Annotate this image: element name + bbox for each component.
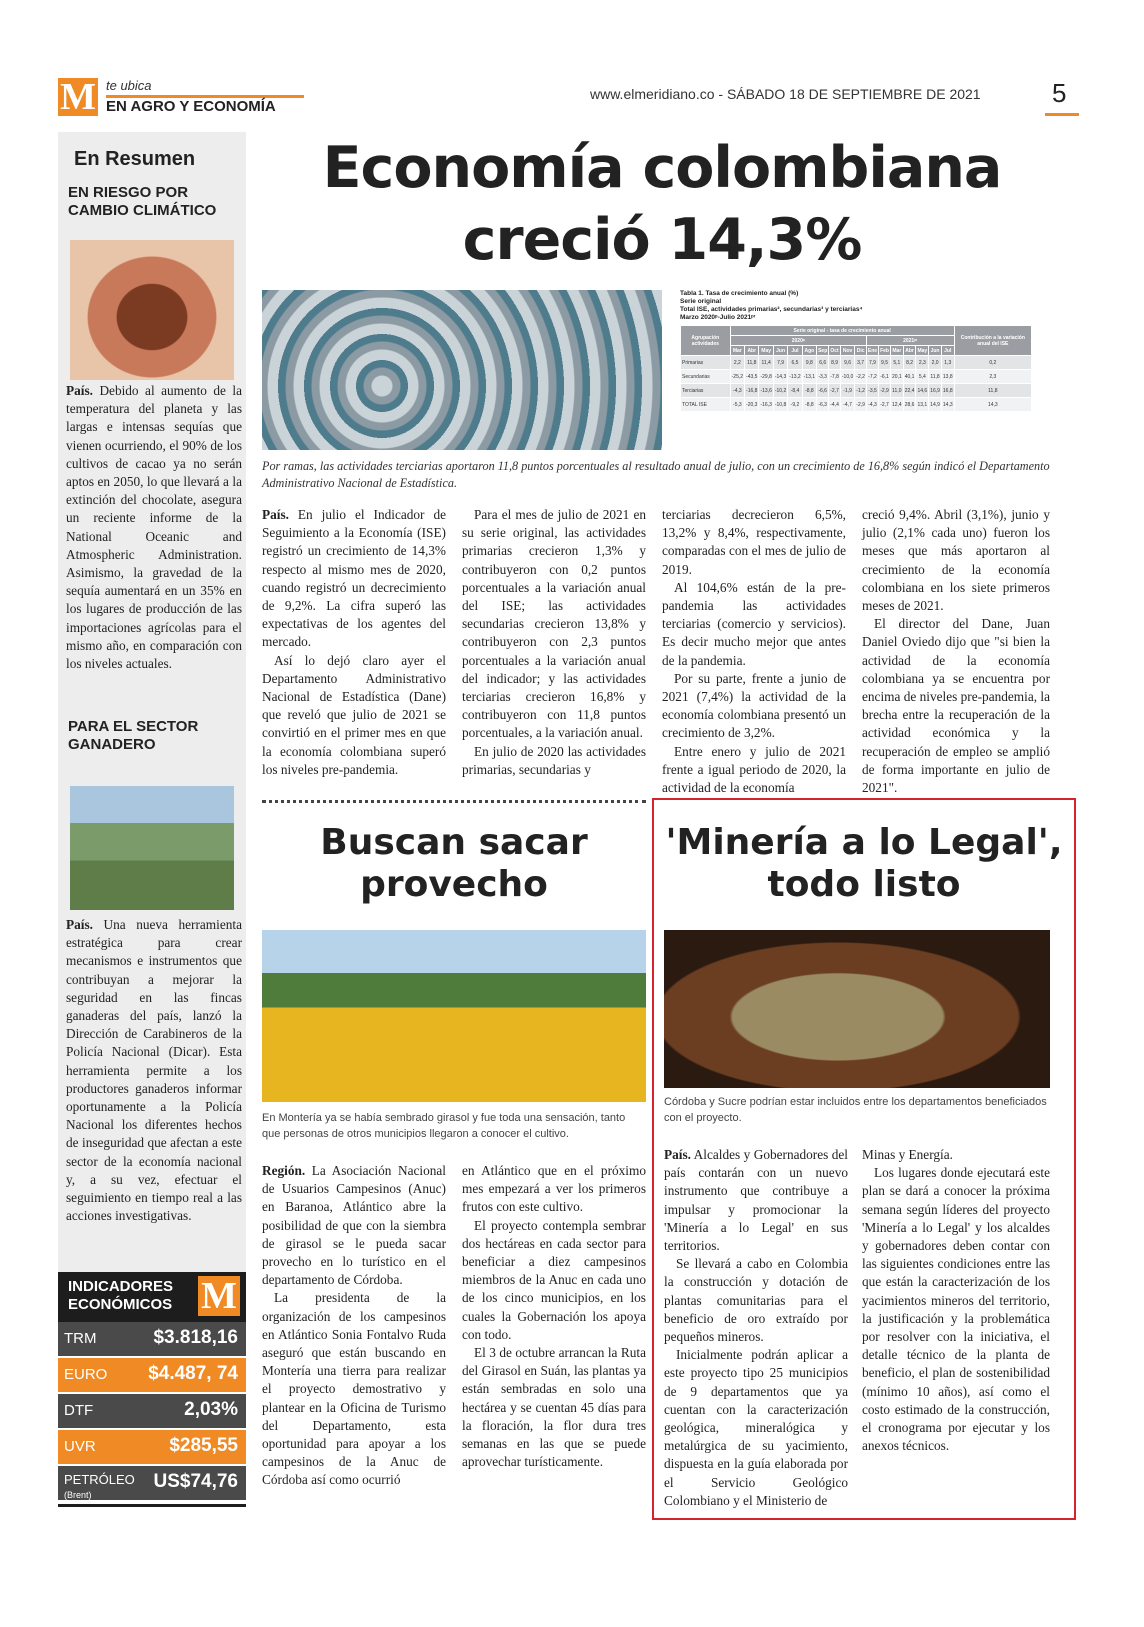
table-body bbox=[681, 356, 1032, 412]
table-cell: -2,7 bbox=[829, 384, 841, 398]
main-photo-caption: Por ramas, las actividades terciarias aportaron 11,8 puntos porcentuales al resultado anual de julio, con un crecimiento de 16,8% según indicó el Departamento Administrativo Nacional de Estadística. bbox=[262, 459, 1050, 490]
table-cell: -9,2 bbox=[788, 398, 802, 412]
table-title-line: Marzo 2020ᵖ-Julio 2021ᵖʳ bbox=[680, 314, 756, 321]
table-cell-contribution: 11,8 bbox=[954, 384, 1031, 398]
sunflower-field-photo bbox=[262, 930, 646, 1102]
article1-col3-para4: Entre enero y julio de 2021 frente a igual periodo de 2020, la actividad de la economía bbox=[662, 743, 846, 796]
indicator-trm bbox=[58, 1322, 246, 1356]
table-month-header: Sep bbox=[818, 347, 828, 354]
table-cell: 3,7 bbox=[855, 356, 867, 370]
table-cell: -8,8 bbox=[802, 384, 816, 398]
indicator-sublabel: (Brent) bbox=[64, 1490, 92, 1500]
table-cell: 8,2 bbox=[903, 356, 916, 370]
table-cell: -13,1 bbox=[802, 370, 816, 384]
table-cell: 6,6 bbox=[817, 356, 829, 370]
sunflower-caption: En Montería ya se había sembrado girasol y fue toda una sensación, tanto que personas de otros municipios llegaron a conocer el cultivo. bbox=[262, 1112, 626, 1140]
table-header-contribution: Contribución a la variación anual del ISE bbox=[954, 326, 1031, 356]
article2-col1-text: La Asociación Nacional de Usuarios Campesinos (Anuc) en Baranoa, Atlántico abre la posibilidad de que con la siembra de girasol se le pueda sacar provecho en lo turístico en el departamento de Córdoba. bbox=[262, 1163, 446, 1288]
table-cell: -16,3 bbox=[759, 398, 773, 412]
table-cell: -5,3 bbox=[730, 398, 744, 412]
table-cell: -8,8 bbox=[802, 398, 816, 412]
article3-col1-text: Alcaldes y Gobernadores del país contarán con un nuevo instrumento que contribuye a impulsar y promocionar la 'Minería a lo Legal' en sus territorios. bbox=[664, 1147, 848, 1254]
growth-data-table bbox=[680, 325, 1032, 412]
table-cell: -14,3 bbox=[773, 370, 787, 384]
table-cell: 20,1 bbox=[890, 370, 903, 384]
article2-col2-para1: en Atlántico que en el próximo mes empezará a ver los primeros frutos con este cultivo. bbox=[462, 1163, 646, 1215]
table-cell-contribution: 0,2 bbox=[954, 356, 1031, 370]
article3-column-1 bbox=[664, 1146, 848, 1510]
table-cell: -3,5 bbox=[866, 384, 878, 398]
table-cell: -7,2 bbox=[866, 370, 878, 384]
article1-col1-para2: Así lo dejó claro ayer el Departamento Administrativo Nacional de Estadística (Dane) que reveló que julio de 2021 se convirtió en el primer mes en que la economía colombiana superó los niveles pre-pandemia. bbox=[262, 652, 446, 777]
article3-lead: País. bbox=[664, 1147, 691, 1162]
table-cell: -1,2 bbox=[855, 384, 867, 398]
table-row bbox=[681, 398, 1032, 412]
table-cell: 13,8 bbox=[941, 370, 954, 384]
table-cell: -16,8 bbox=[745, 384, 759, 398]
table-month-header: Abr bbox=[745, 346, 759, 356]
indicator-value: $3.818,16 bbox=[153, 1327, 238, 1348]
article1-column-4 bbox=[862, 506, 1050, 797]
table-cell: -8,4 bbox=[788, 384, 802, 398]
table-title-line: Total ISE, actividades primarias², secundarias³ y terciarias⁴ bbox=[680, 306, 863, 313]
table-cell: -7,8 bbox=[829, 370, 841, 384]
article3-col1-para3: Inicialmente podrán aplicar a este proyecto tipo 25 municipios de 9 departamentos que ya cuentan con la caracterización geológica, mineralógica y metalúrgica de su yacimiento, dispuesta en la guía elaborada por el Servicio Geológico Colombiano y el Ministerio de bbox=[664, 1347, 848, 1508]
article2-col1-para2: La presidenta de la organización de los campesinos en Atlántico Sonia Fontalvo Ruda aseguró que están buscando en Montería una tierra para realizar el proyecto demostrativo y plantear en la Oficina de Turismo del Departamento, esta oportunidad para apoyar a los campesinos de la Anuc de Córdoba así como ocurrió bbox=[262, 1290, 446, 1488]
table-row-label: Primarias bbox=[681, 356, 731, 370]
table-row bbox=[681, 356, 1032, 370]
table-cell: -29,8 bbox=[759, 370, 773, 384]
table-month-header: Dic bbox=[856, 347, 865, 354]
brand-logo: M bbox=[58, 78, 98, 116]
table-cell: 14,6 bbox=[916, 384, 929, 398]
article1-lead: País. bbox=[262, 507, 289, 522]
table-cell: -20,3 bbox=[745, 398, 759, 412]
headline-mining: 'Minería a lo Legal', todo listo bbox=[665, 822, 1063, 905]
table-month-header: Ene bbox=[867, 347, 878, 354]
table-cell: -4,3 bbox=[730, 384, 744, 398]
table-cell: -2,7 bbox=[879, 398, 891, 412]
cacao-photo bbox=[70, 240, 234, 380]
sidebar-text-climate bbox=[66, 382, 242, 673]
table-cell: -13,2 bbox=[788, 370, 802, 384]
table-cell: -10,8 bbox=[773, 398, 787, 412]
table-month-header: Mar bbox=[730, 346, 744, 356]
table-cell: 2,3 bbox=[916, 356, 929, 370]
article2-column-2 bbox=[462, 1162, 646, 1471]
table-cell: 8,9 bbox=[829, 356, 841, 370]
table-cell-contribution: 14,3 bbox=[954, 398, 1031, 412]
table-month-header: Jun bbox=[773, 346, 787, 356]
table-cell: 12,4 bbox=[890, 398, 903, 412]
table-cell: -2,9 bbox=[879, 384, 891, 398]
indicator-dtf bbox=[58, 1394, 246, 1428]
table-cell: 40,1 bbox=[903, 370, 916, 384]
table-row-label: TOTAL ISE bbox=[681, 398, 731, 412]
table-month-header: Feb bbox=[880, 347, 889, 354]
table-cell: 11,0 bbox=[890, 384, 903, 398]
table-month-header: Oct bbox=[830, 347, 839, 354]
mining-caption: Córdoba y Sucre podrían estar incluidos entre los departamentos beneficiados con el proyecto. bbox=[664, 1096, 1047, 1124]
article1-column-1 bbox=[262, 506, 446, 779]
table-cell: 5,4 bbox=[916, 370, 929, 384]
indicator-value: $285,55 bbox=[169, 1435, 238, 1456]
table-cell: -6,1 bbox=[879, 370, 891, 384]
table-cell-contribution: 2,3 bbox=[954, 370, 1031, 384]
table-cell: -6,6 bbox=[817, 384, 829, 398]
article1-col4-para2: El director del Dane, Juan Daniel Oviedo dijo que "si bien la actividad de la economía colombiana ya se encuentra por encima de niveles pre-pandemia, la brecha entre la recuperación de la actividad económica y la recuperación de empleo se amplió de forma importante en julio de 2021". bbox=[862, 616, 1050, 796]
table-cell: 1,3 bbox=[941, 356, 954, 370]
table-cell: -3,3 bbox=[817, 370, 829, 384]
indicators-bottom-rule bbox=[58, 1504, 246, 1507]
table-month-header: Jun bbox=[930, 347, 940, 354]
table-cell: 6,5 bbox=[788, 356, 802, 370]
header-kicker: te ubica bbox=[106, 78, 152, 93]
article1-col2-para1: Para el mes de julio de 2021 en su serie original, las actividades primarias crecieron 1,3% y contribuyeron con 0,2 puntos porcentuales a la variación anual del ISE; las actividades secundarias crecieron 13,8% y contribuyeron con 2,3 puntos porcentuales a la variación anual del indicador; y las actividades terciarias crecieron 16,8% y contribuyeron con 11,8 puntos porcentuales, a la variación anual. bbox=[462, 507, 646, 741]
article1-col3-para1: terciarias decrecieron 6,5%, 13,2% y 8,4%, respectivamente, comparadas con el mes de julio de 2019. bbox=[662, 507, 846, 577]
table-cell: -25,2 bbox=[730, 370, 744, 384]
table-cell: 2,0 bbox=[929, 356, 942, 370]
article1-col1-text: En julio el Indicador de Seguimiento a la Economía (ISE) registró un crecimiento de 14,3% respecto al mismo mes de 2020, cuando registró un decrecimiento de 9,2%. La cifra superó las expectativas de los agentes del mercado. bbox=[262, 507, 446, 650]
sidebar-heading-climate: EN RIESGO POR CAMBIO CLIMÁTICO bbox=[68, 184, 217, 219]
table-cell: 7,9 bbox=[773, 356, 787, 370]
table-header-year-2020: 2020ᵖ bbox=[730, 336, 866, 346]
article2-col2-para3: El 3 de octubre arrancan la Ruta del Girasol en Suán, las plantas ya están sembradas en solo una hectárea y se cuentan 45 días para la floración, la flor dura tres semanas en las que se puede aprovechar turísticamente. bbox=[462, 1345, 646, 1470]
table-cell: -2,9 bbox=[855, 398, 867, 412]
sidebar-body-livestock: Una nueva herramienta estratégica para crear mecanismos e instrumentos que contribuyan a mejorar la seguridad en las fincas ganaderas del país, lanzó la Dirección de Carabineros de la Policía Nacional (Dicar). Esta herramienta permite a los productores ganaderos informar oportunamente a la Policía Nacional los diferentes hechos de inseguridad que afectan a este sector de la economía nacional y, a su vez, efectuar el seguimiento en tiempo real a las acciones investigativas. bbox=[66, 917, 242, 1224]
page-number-rule bbox=[1045, 113, 1079, 116]
indicator-uvr bbox=[58, 1430, 246, 1464]
sidebar-text-livestock bbox=[66, 916, 242, 1225]
table-cell: 9,6 bbox=[840, 356, 854, 370]
table-cell: -1,9 bbox=[840, 384, 854, 398]
table-month-header: May bbox=[759, 346, 773, 356]
section-name: EN AGRO Y ECONOMÍA bbox=[106, 98, 276, 115]
table-month-header: Nov bbox=[840, 346, 854, 356]
indicator-label: TRM bbox=[64, 1330, 97, 1347]
table-month-header: Ago bbox=[802, 346, 816, 356]
sidebar-heading-livestock: PARA EL SECTOR GANADERO bbox=[68, 718, 199, 753]
table-cell: 13,1 bbox=[916, 398, 929, 412]
table-cell: 2,2 bbox=[730, 356, 744, 370]
article2-col2-para2: El proyecto contempla sembrar dos hectáreas en cada sector para beneficiar a diez campesinos miembros de la Anuc en cada uno de los cinco municipios, en los cuales la Gobernación los apoya con todo. bbox=[462, 1217, 646, 1342]
article1-column-2 bbox=[462, 506, 646, 779]
table-cell: 16,8 bbox=[941, 384, 954, 398]
article2-column-1 bbox=[262, 1162, 446, 1490]
article1-col3-para2: Al 104,6% están de la pre-pandemia las actividades terciarias (comercio y servicios). Es decir mucho mejor que antes de la pandemia. bbox=[662, 579, 846, 668]
table-header-activity: Agrupación actividades bbox=[681, 326, 731, 356]
table-cell: 22,4 bbox=[903, 384, 916, 398]
table-cell: -4,7 bbox=[840, 398, 854, 412]
table-cell: 7,9 bbox=[866, 356, 878, 370]
table-row-label: Terciarias bbox=[681, 384, 731, 398]
table-cell: 9,5 bbox=[879, 356, 891, 370]
sidebar-lead-livestock: País. bbox=[66, 917, 93, 932]
indicators-logo: M bbox=[198, 1276, 240, 1316]
table-cell: -4,3 bbox=[866, 398, 878, 412]
table-header-year-2021: 2021ᵖʳ bbox=[866, 336, 954, 346]
article1-column-3 bbox=[662, 506, 846, 797]
table-cell: 11,4 bbox=[759, 356, 773, 370]
article2-lead: Región. bbox=[262, 1163, 306, 1178]
indicators-title: INDICADORES ECONÓMICOS bbox=[68, 1278, 174, 1313]
table-title-line: Tabla 1. Tasa de crecimiento anual (%) bbox=[680, 290, 799, 297]
article3-col2-para2: Los lugares donde ejecutará este plan se dará a conocer la próxima semana según líderes del proyecto 'Minería a lo Legal' y los alcaldes y gobernadores deben contar con las siguientes condiciones entre las que están la caracterización de los yacimientos mineros del territorio, la justificación y la problemática por resolver con la iniciativa, el detalle técnico de la planta de beneficio, el plan de sostenibilidad (mínimo 10 años), así como el costo estimado de la construcción, el cronograma por ejecutar y los anexos técnicos. bbox=[862, 1165, 1050, 1454]
table-cell: 11,8 bbox=[745, 356, 759, 370]
table-title-line: Serie original bbox=[680, 298, 722, 305]
indicator-petroleo bbox=[58, 1466, 246, 1500]
growth-table bbox=[680, 290, 1048, 412]
page-number: 5 bbox=[1052, 78, 1067, 108]
table-header-group: Serie original - tasa de crecimiento anual bbox=[730, 326, 954, 336]
table-cell: -10,2 bbox=[773, 384, 787, 398]
indicator-label: DTF bbox=[64, 1402, 94, 1419]
article3-col2-para1: Minas y Energía. bbox=[862, 1147, 953, 1162]
dateline: www.elmeridiano.co - SÁBADO 18 DE SEPTIEMBRE DE 2021 bbox=[590, 86, 981, 102]
indicator-value: US$74,76 bbox=[153, 1471, 238, 1492]
sidebar-body-climate: Debido al aumento de la temperatura del planeta y las largas e intensas sequías que vienen ocurriendo, el 90% de los cultivos de cacao ya no serán aptos en 2050, lo que llevará a la extinción del chocolate, asegura un reciente informe de la National Oceanic and Atmospheric Administration. Asimismo, la gravedad de la sequía aumentará en un 35% en los lugares de producción de las importaciones agrícolas para el mismo año, en comparación con los niveles actuales. bbox=[66, 383, 242, 672]
sidebar-lead-climate: País. bbox=[66, 383, 93, 398]
cattle-photo bbox=[70, 786, 234, 910]
table-cell: -13,6 bbox=[759, 384, 773, 398]
article1-col3-para3: Por su parte, frente a junio de 2021 (7,4%) la actividad de la economía colombiana presentó un crecimiento de 3,2%. bbox=[662, 670, 846, 741]
table-cell: 11,8 bbox=[929, 370, 942, 384]
article1-col4-para1: creció 9,4%. Abril (3,1%), junio y julio (2,1% cada uno) fueron los meses que más aportaron al crecimiento de la economía colombiana en los siete primeros meses de 2021. bbox=[862, 507, 1050, 614]
table-cell: -10,0 bbox=[840, 370, 854, 384]
indicator-euro bbox=[58, 1358, 246, 1392]
table-cell: -4,4 bbox=[829, 398, 841, 412]
table-cell: -2,2 bbox=[855, 370, 867, 384]
table-row-label: Secundarias bbox=[681, 370, 731, 384]
sidebar-title: En Resumen bbox=[74, 148, 196, 170]
indicator-label: EURO bbox=[64, 1366, 108, 1383]
table-cell: 28,6 bbox=[903, 398, 916, 412]
article3-col1-para2: Se llevará a cabo en Colombia la construcción y dotación de plantas comunitarias para el beneficio de oro extraído por pequeños mineros. bbox=[664, 1256, 848, 1345]
table-month-header: Mar bbox=[892, 347, 902, 354]
table-cell: 14,3 bbox=[941, 398, 954, 412]
gold-panning-photo bbox=[664, 930, 1050, 1088]
table-month-header: May bbox=[917, 347, 928, 354]
table-row bbox=[681, 384, 1032, 398]
article3-column-2 bbox=[862, 1146, 1050, 1455]
table-cell: -6,3 bbox=[817, 398, 829, 412]
article1-col2-para2: En julio de 2020 las actividades primarias, secundarias y bbox=[462, 743, 646, 777]
table-cell: 9,8 bbox=[802, 356, 816, 370]
coins-photo bbox=[262, 290, 662, 450]
table-cell: 14,9 bbox=[929, 398, 942, 412]
indicator-value: $4.487, 74 bbox=[148, 1363, 238, 1384]
indicator-label: PETRÓLEO bbox=[64, 1472, 135, 1487]
table-row bbox=[681, 370, 1032, 384]
headline-sunflower: Buscan sacar provecho bbox=[320, 822, 588, 905]
table-month-header: Jul bbox=[941, 346, 954, 356]
main-headline: Economía colombiana creció 14,3% bbox=[322, 135, 1002, 273]
table-title bbox=[680, 290, 1048, 322]
indicator-label: UVR bbox=[64, 1438, 96, 1455]
table-month-header: Jul bbox=[788, 346, 802, 356]
table-cell: 16,9 bbox=[929, 384, 942, 398]
section-divider bbox=[262, 800, 646, 803]
table-cell: 5,1 bbox=[890, 356, 903, 370]
table-cell: -43,5 bbox=[745, 370, 759, 384]
table-month-header: Abr bbox=[903, 346, 916, 356]
indicator-value: 2,03% bbox=[184, 1399, 238, 1420]
